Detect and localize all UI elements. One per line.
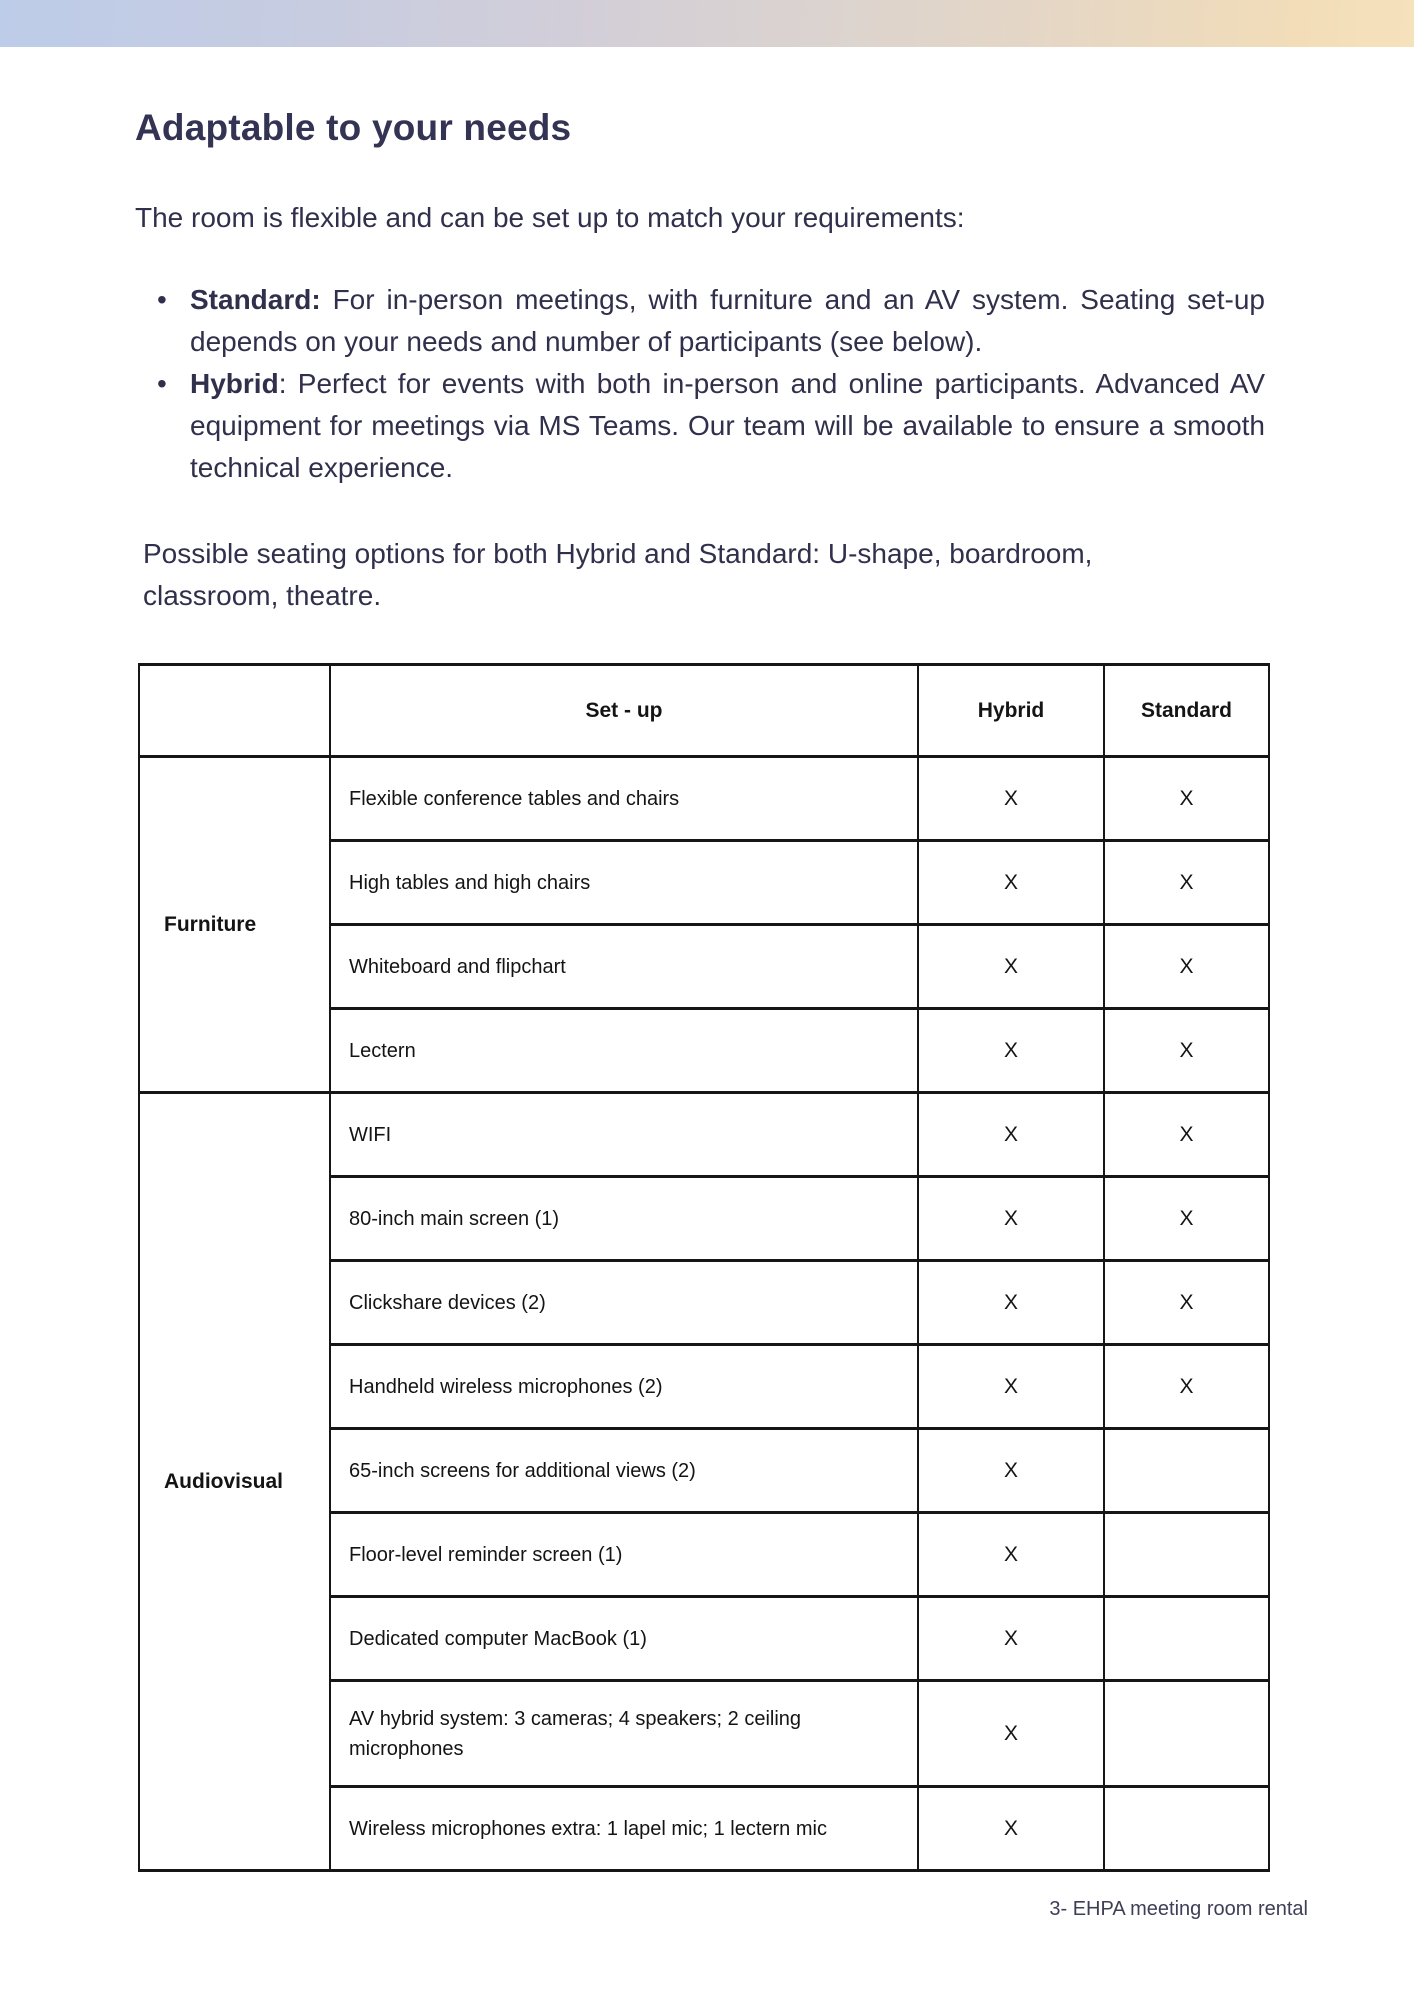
hybrid-mark: X <box>918 1681 1104 1787</box>
hybrid-mark: X <box>918 1009 1104 1093</box>
header-cell-hybrid: Hybrid <box>918 665 1104 757</box>
bullet-body-standard: For in-person meetings, with furniture and an AV system. Seating set-up depends on your needs and number of participants (see below). <box>190 284 1265 358</box>
intro-paragraph: The room is flexible and can be set up to match your requirements: <box>135 202 965 234</box>
document-page <box>0 105 1414 1872</box>
bullet-dot: • <box>157 368 167 400</box>
standard-mark: X <box>1104 1345 1269 1429</box>
standard-mark <box>1104 1513 1269 1597</box>
setup-options-table <box>138 663 1270 1872</box>
page-footer: 3- EHPA meeting room rental <box>1049 1898 1308 1920</box>
table-header-row <box>139 665 1269 757</box>
item-cell: Lectern <box>330 1009 918 1093</box>
page-title: Adaptable to your needs <box>135 107 572 148</box>
item-cell: Dedicated computer MacBook (1) <box>330 1597 918 1681</box>
bullet-list <box>135 279 1265 489</box>
hybrid-mark: X <box>918 841 1104 925</box>
hybrid-mark: X <box>918 1261 1104 1345</box>
header-cell-group <box>139 665 330 757</box>
item-cell: 65-inch screens for additional views (2) <box>330 1429 918 1513</box>
bullet-dot: • <box>157 284 167 316</box>
table-row <box>139 757 1269 841</box>
hybrid-mark: X <box>918 1787 1104 1871</box>
bullet-body-hybrid: : Perfect for events with both in-person and online participants. Advanced AV equipment for meetings via MS Teams. Our team will be available to ensure a smooth technical experience. <box>190 368 1265 484</box>
item-cell: WIFI <box>330 1093 918 1177</box>
standard-mark <box>1104 1597 1269 1681</box>
item-cell: High tables and high chairs <box>330 841 918 925</box>
bullet-label-hybrid: Hybrid <box>190 368 279 400</box>
hybrid-mark: X <box>918 1093 1104 1177</box>
standard-mark: X <box>1104 1009 1269 1093</box>
item-cell: AV hybrid system: 3 cameras; 4 speakers; 2 ceiling microphones <box>330 1681 918 1787</box>
standard-mark <box>1104 1681 1269 1787</box>
hybrid-mark: X <box>918 925 1104 1009</box>
seating-options-paragraph: Possible seating options for both Hybrid and Standard: U-shape, boardroom, classroom, theatre. <box>143 538 1093 612</box>
bullet-item-standard <box>135 279 1265 363</box>
bullet-text-standard <box>190 279 1265 363</box>
hybrid-mark: X <box>918 757 1104 841</box>
standard-mark: X <box>1104 1261 1269 1345</box>
hybrid-mark: X <box>918 1177 1104 1261</box>
standard-mark: X <box>1104 757 1269 841</box>
top-gradient-banner <box>0 0 1414 47</box>
standard-mark: X <box>1104 925 1269 1009</box>
bullet-text-hybrid <box>190 363 1265 489</box>
hybrid-mark: X <box>918 1513 1104 1597</box>
standard-mark: X <box>1104 1093 1269 1177</box>
standard-mark: X <box>1104 1177 1269 1261</box>
item-cell: Handheld wireless microphones (2) <box>330 1345 918 1429</box>
bullet-item-hybrid <box>135 363 1265 489</box>
item-cell: Flexible conference tables and chairs <box>330 757 918 841</box>
item-cell: Clickshare devices (2) <box>330 1261 918 1345</box>
hybrid-mark: X <box>918 1429 1104 1513</box>
bullet-label-standard: Standard: <box>190 284 321 316</box>
hybrid-mark: X <box>918 1345 1104 1429</box>
standard-mark <box>1104 1429 1269 1513</box>
item-cell: Whiteboard and flipchart <box>330 925 918 1009</box>
header-cell-standard: Standard <box>1104 665 1269 757</box>
group-label-furniture: Furniture <box>139 757 330 1093</box>
standard-mark <box>1104 1787 1269 1871</box>
item-cell: Floor-level reminder screen (1) <box>330 1513 918 1597</box>
table-row <box>139 1093 1269 1177</box>
group-label-audiovisual: Audiovisual <box>139 1093 330 1871</box>
item-cell: Wireless microphones extra: 1 lapel mic; 1 lectern mic <box>330 1787 918 1871</box>
item-cell: 80-inch main screen (1) <box>330 1177 918 1261</box>
standard-mark: X <box>1104 841 1269 925</box>
hybrid-mark: X <box>918 1597 1104 1681</box>
header-cell-setup: Set - up <box>330 665 918 757</box>
